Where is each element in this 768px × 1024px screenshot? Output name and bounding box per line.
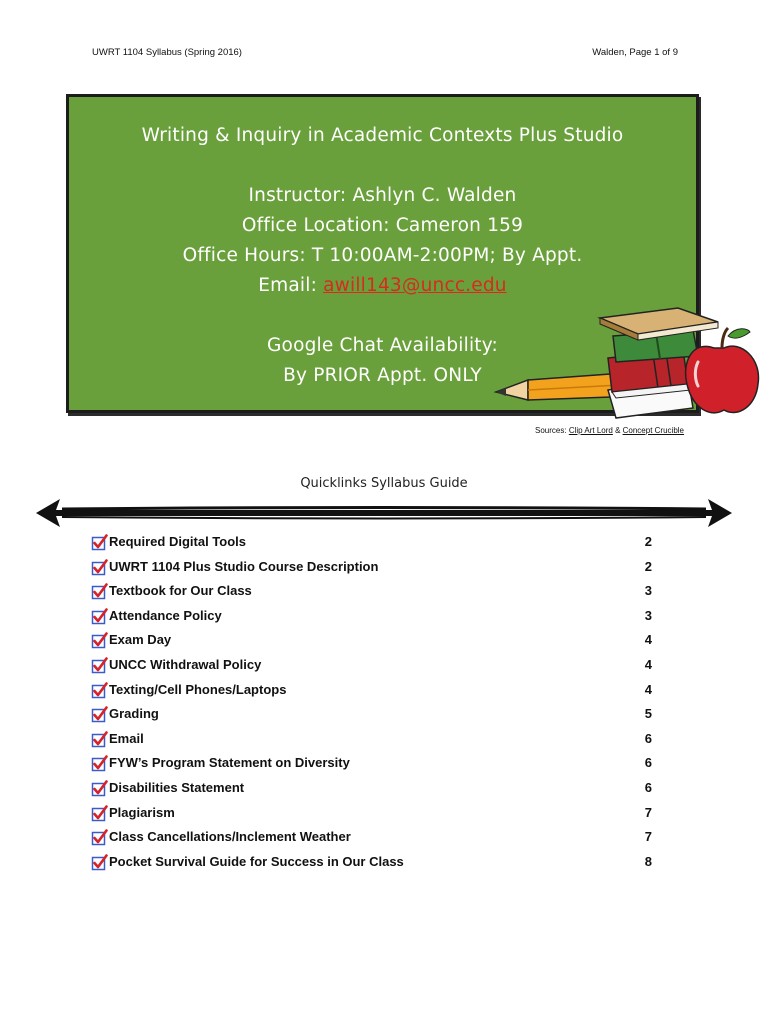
course-title: Writing & Inquiry in Academic Contexts Plus Studio (141, 125, 624, 146)
running-header-left: UWRT 1104 Syllabus (Spring 2016) (92, 47, 242, 58)
quicklink-page-number: 5 (644, 706, 652, 722)
quicklink-page-number: 7 (644, 829, 652, 845)
quicklink-row[interactable] (91, 631, 652, 656)
quicklink-label: Disabilities Statement (109, 779, 245, 795)
clip-art-lord-link[interactable]: Clip Art Lord (568, 426, 613, 435)
concept-crucible-link[interactable]: Concept Crucible (622, 426, 684, 435)
quicklink-page-number: 6 (644, 755, 652, 771)
quicklinks-title: Quicklinks Syllabus Guide (300, 476, 468, 491)
quicklink-page-number: 4 (644, 681, 652, 697)
quicklink-row[interactable] (91, 754, 652, 779)
quicklink-label: UWRT 1104 Plus Studio Course Description (109, 558, 379, 574)
quicklink-label: Texting/Cell Phones/Laptops (109, 681, 287, 697)
red-checkbox-icon (91, 731, 108, 748)
quicklink-label: Email (109, 730, 144, 746)
sources-prefix: Sources: (535, 426, 569, 435)
quicklink-label: FYW’s Program Statement on Diversity (109, 755, 350, 771)
quicklink-page-number: 4 (644, 632, 652, 648)
quicklink-row[interactable] (91, 828, 652, 853)
books-apple-pencil-clipart (488, 300, 763, 422)
red-checkbox-icon (91, 559, 108, 576)
email-line (69, 275, 696, 296)
chat-detail-line: By PRIOR Appt. ONLY (283, 365, 482, 386)
quicklink-page-number: 6 (644, 730, 652, 746)
office-hours-line: Office Hours: T 10:00AM-2:00PM; By Appt. (182, 245, 583, 266)
quicklink-row[interactable] (91, 779, 652, 804)
red-checkbox-icon (91, 632, 108, 649)
image-sources (535, 426, 684, 435)
red-checkbox-icon (91, 534, 108, 551)
quicklink-page-number: 2 (644, 534, 652, 549)
quicklink-label: Grading (109, 706, 159, 722)
sources-separator: & (612, 426, 623, 435)
email-label: Email: (258, 275, 324, 296)
apple-icon (686, 328, 759, 413)
red-checkbox-icon (91, 583, 108, 600)
quicklink-row[interactable] (91, 582, 652, 607)
red-checkbox-icon (91, 854, 108, 871)
quicklink-page-number: 3 (644, 607, 652, 623)
quicklink-row[interactable] (91, 607, 652, 632)
chat-title-line: Google Chat Availability: (267, 335, 498, 356)
quicklink-label: Class Cancellations/Inclement Weather (109, 829, 351, 845)
red-checkbox-icon (91, 608, 108, 625)
office-location-line: Office Location: Cameron 159 (241, 215, 524, 236)
double-arrow-divider (34, 496, 734, 530)
instructor-line: Instructor: Ashlyn C. Walden (248, 185, 517, 206)
quicklink-page-number: 7 (644, 804, 652, 820)
quicklink-row[interactable] (91, 558, 652, 583)
quicklink-label: Pocket Survival Guide for Success in Our Class (109, 853, 404, 869)
red-checkbox-icon (91, 780, 108, 797)
quicklink-row[interactable] (91, 730, 652, 755)
quicklink-row[interactable] (91, 533, 652, 558)
quicklink-label: Exam Day (109, 632, 172, 648)
red-checkbox-icon (91, 706, 108, 723)
quicklink-row[interactable] (91, 705, 652, 730)
red-checkbox-icon (91, 829, 108, 846)
quicklink-label: Plagiarism (109, 804, 175, 820)
quicklink-page-number: 2 (644, 558, 652, 574)
quicklink-row[interactable] (91, 681, 652, 706)
quicklink-row[interactable] (91, 656, 652, 681)
quicklink-page-number: 8 (644, 853, 652, 869)
quicklink-page-number: 3 (644, 583, 652, 599)
quicklink-row[interactable] (91, 853, 652, 878)
quicklink-label: Textbook for Our Class (109, 583, 252, 599)
running-header-right: Walden, Page 1 of 9 (592, 47, 678, 58)
quicklink-label: UNCC Withdrawal Policy (109, 656, 262, 672)
red-checkbox-icon (91, 657, 108, 674)
quicklink-page-number: 4 (644, 656, 652, 672)
red-checkbox-icon (91, 805, 108, 822)
red-checkbox-icon (91, 755, 108, 772)
quicklink-label: Required Digital Tools (109, 534, 246, 549)
quicklinks-list (91, 533, 652, 877)
quicklink-page-number: 6 (644, 779, 652, 795)
email-link[interactable]: awill143@uncc.edu (323, 275, 507, 296)
red-checkbox-icon (91, 682, 108, 699)
quicklink-row[interactable] (91, 804, 652, 829)
quicklink-label: Attendance Policy (109, 607, 222, 623)
